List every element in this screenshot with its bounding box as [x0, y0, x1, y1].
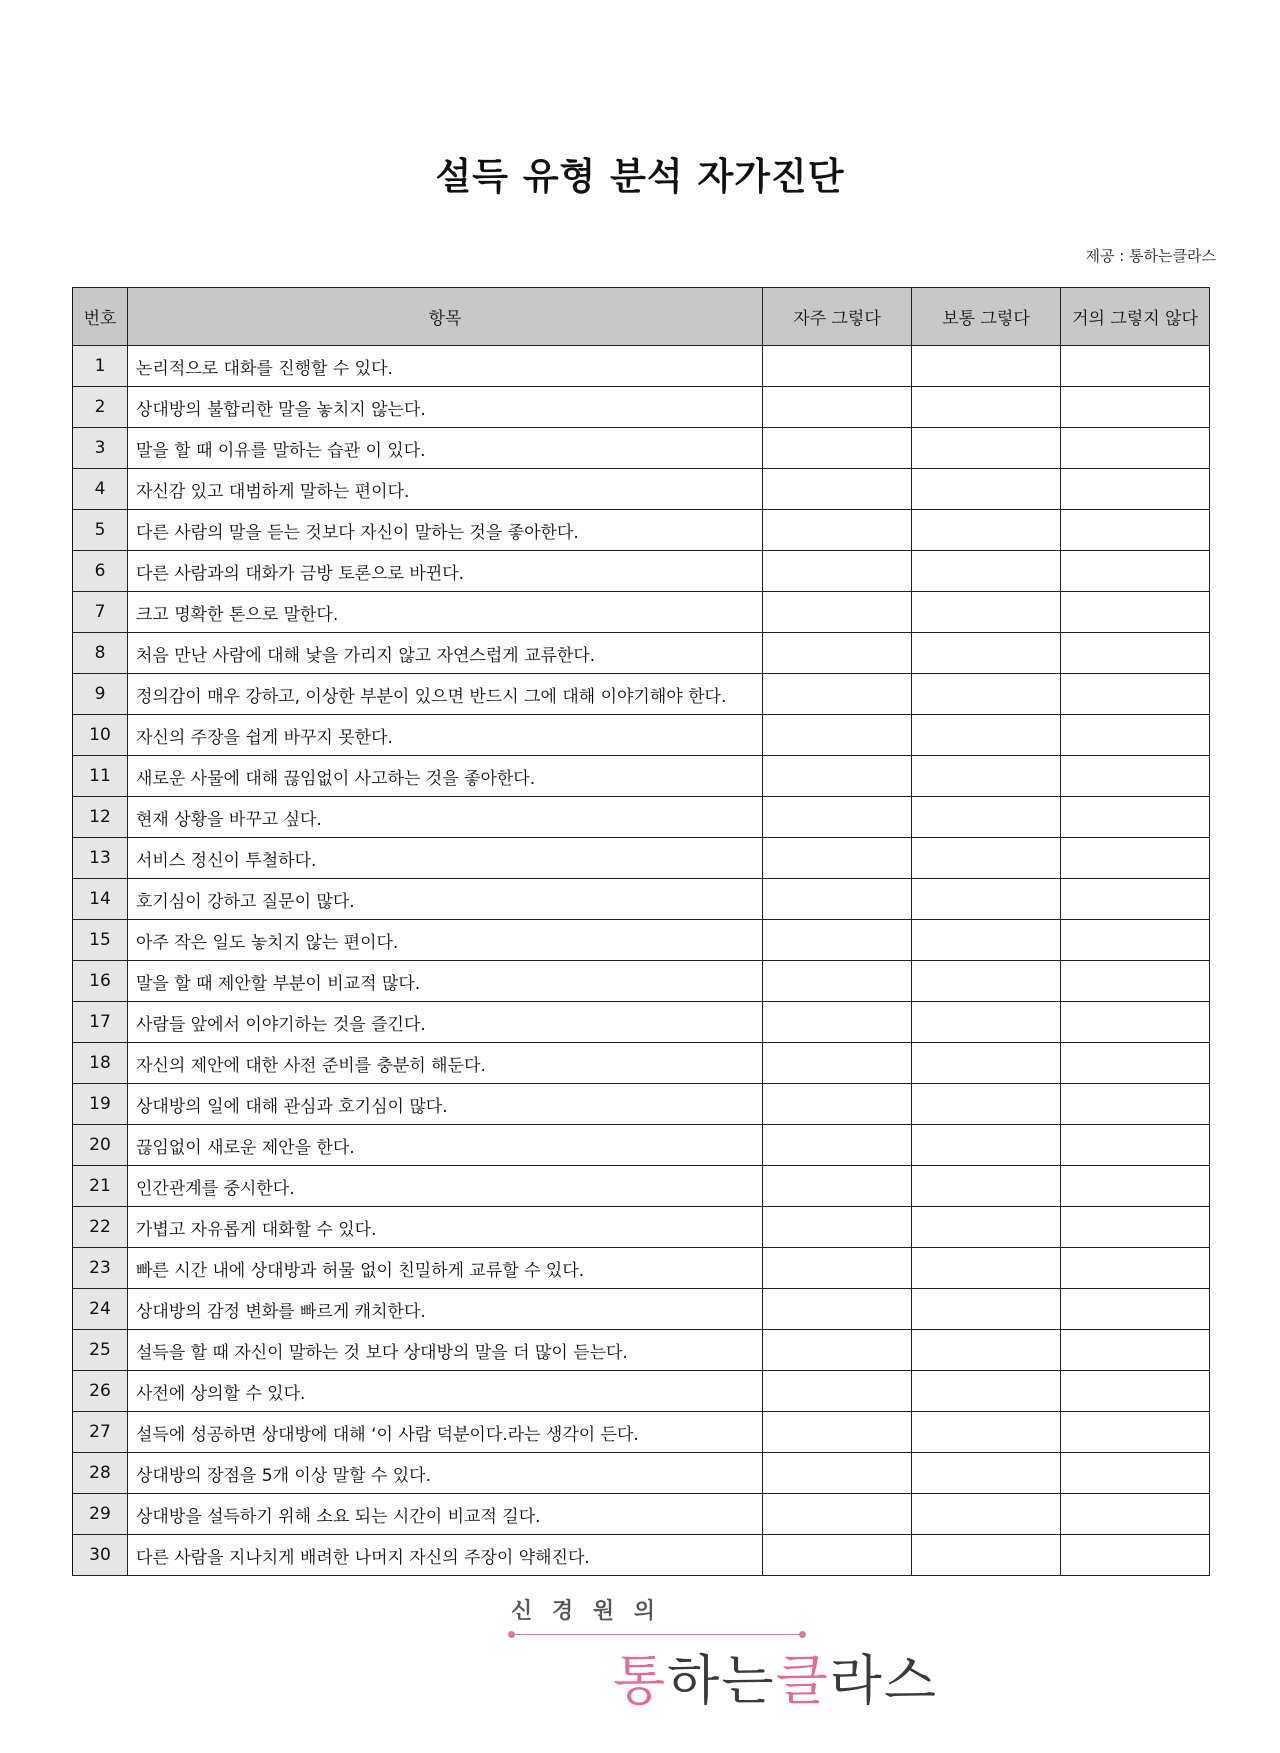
- row-item-text: 빠른 시간 내에 상대방과 허물 없이 친밀하게 교류할 수 있다.: [128, 1248, 763, 1289]
- sometimes-cell[interactable]: [912, 551, 1061, 592]
- often-cell[interactable]: [763, 715, 912, 756]
- row-number: 3: [73, 428, 128, 469]
- often-cell[interactable]: [763, 1453, 912, 1494]
- logo-divider: [511, 1634, 801, 1635]
- row-item-text: 상대방의 장점을 5개 이상 말할 수 있다.: [128, 1453, 763, 1494]
- rarely-cell[interactable]: [1061, 469, 1210, 510]
- row-item-text: 크고 명확한 톤으로 말한다.: [128, 592, 763, 633]
- row-number: 18: [73, 1043, 128, 1084]
- sometimes-cell[interactable]: [912, 633, 1061, 674]
- sometimes-cell[interactable]: [912, 592, 1061, 633]
- table-row: [73, 1371, 1210, 1412]
- often-cell[interactable]: [763, 1002, 912, 1043]
- sometimes-cell[interactable]: [912, 1535, 1061, 1576]
- sometimes-cell[interactable]: [912, 1412, 1061, 1453]
- brand-logo: [508, 1594, 938, 1744]
- table-row: [73, 592, 1210, 633]
- sometimes-cell[interactable]: [912, 1453, 1061, 1494]
- rarely-cell[interactable]: [1061, 1166, 1210, 1207]
- often-cell[interactable]: [763, 633, 912, 674]
- row-item-text: 논리적으로 대화를 진행할 수 있다.: [128, 346, 763, 387]
- row-number: 7: [73, 592, 128, 633]
- table-row: [73, 756, 1210, 797]
- rarely-cell[interactable]: [1061, 1084, 1210, 1125]
- row-item-text: 상대방을 설득하기 위해 소요 되는 시간이 비교적 길다.: [128, 1494, 763, 1535]
- row-number: 2: [73, 387, 128, 428]
- sometimes-cell[interactable]: [912, 1002, 1061, 1043]
- sometimes-cell[interactable]: [912, 1125, 1061, 1166]
- often-cell[interactable]: [763, 920, 912, 961]
- rarely-cell[interactable]: [1061, 1453, 1210, 1494]
- sometimes-cell[interactable]: [912, 797, 1061, 838]
- row-number: 28: [73, 1453, 128, 1494]
- often-cell[interactable]: [763, 387, 912, 428]
- row-number: 12: [73, 797, 128, 838]
- row-number: 5: [73, 510, 128, 551]
- rarely-cell[interactable]: [1061, 879, 1210, 920]
- sometimes-cell[interactable]: [912, 1043, 1061, 1084]
- rarely-cell[interactable]: [1061, 674, 1210, 715]
- often-cell[interactable]: [763, 1084, 912, 1125]
- rarely-cell[interactable]: [1061, 1412, 1210, 1453]
- row-number: 6: [73, 551, 128, 592]
- row-item-text: 서비스 정신이 투철하다.: [128, 838, 763, 879]
- table-row: [73, 1043, 1210, 1084]
- row-number: 29: [73, 1494, 128, 1535]
- rarely-cell[interactable]: [1061, 387, 1210, 428]
- rarely-cell[interactable]: [1061, 1535, 1210, 1576]
- often-cell[interactable]: [763, 510, 912, 551]
- header-item: 항목: [128, 288, 763, 346]
- table-row: [73, 838, 1210, 879]
- table-body: [73, 346, 1210, 1576]
- table-row: [73, 1166, 1210, 1207]
- row-number: 21: [73, 1166, 128, 1207]
- sometimes-cell[interactable]: [912, 1207, 1061, 1248]
- row-number: 14: [73, 879, 128, 920]
- table-row: [73, 346, 1210, 387]
- rarely-cell[interactable]: [1061, 797, 1210, 838]
- row-item-text: 새로운 사물에 대해 끊임없이 사고하는 것을 좋아한다.: [128, 756, 763, 797]
- row-number: 26: [73, 1371, 128, 1412]
- row-item-text: 가볍고 자유롭게 대화할 수 있다.: [128, 1207, 763, 1248]
- rarely-cell[interactable]: [1061, 346, 1210, 387]
- sometimes-cell[interactable]: [912, 838, 1061, 879]
- often-cell[interactable]: [763, 879, 912, 920]
- often-cell[interactable]: [763, 756, 912, 797]
- logo-top-text: 신 경 원 의: [511, 1599, 661, 1624]
- sometimes-cell[interactable]: [912, 1248, 1061, 1289]
- document-title: 설득 유형 분석 자가진단: [435, 155, 845, 198]
- often-cell[interactable]: [763, 1371, 912, 1412]
- row-item-text: 말을 할 때 이유를 말하는 습관 이 있다.: [128, 428, 763, 469]
- table-row: [73, 1207, 1210, 1248]
- logo-dot-left: [508, 1631, 515, 1638]
- table-row: [73, 1125, 1210, 1166]
- often-cell[interactable]: [763, 1207, 912, 1248]
- sometimes-cell[interactable]: [912, 961, 1061, 1002]
- logo-part-4: 라스: [829, 1649, 938, 1712]
- sometimes-cell[interactable]: [912, 674, 1061, 715]
- row-item-text: 다른 사람과의 대화가 금방 토론으로 바뀐다.: [128, 551, 763, 592]
- table-row: [73, 1494, 1210, 1535]
- header-often: 자주 그렇다: [763, 288, 912, 346]
- sometimes-cell[interactable]: [912, 1289, 1061, 1330]
- table-row: [73, 510, 1210, 551]
- often-cell[interactable]: [763, 1248, 912, 1289]
- sometimes-cell[interactable]: [912, 469, 1061, 510]
- sometimes-cell[interactable]: [912, 879, 1061, 920]
- self-diagnosis-table: [72, 287, 1210, 1576]
- often-cell[interactable]: [763, 1166, 912, 1207]
- provider-credit: 제공 : 통하는클라스: [1085, 247, 1216, 265]
- row-item-text: 호기심이 강하고 질문이 많다.: [128, 879, 763, 920]
- row-item-text: 상대방의 감정 변화를 빠르게 캐치한다.: [128, 1289, 763, 1330]
- sometimes-cell[interactable]: [912, 428, 1061, 469]
- row-item-text: 아주 작은 일도 놓치지 않는 편이다.: [128, 920, 763, 961]
- often-cell[interactable]: [763, 1535, 912, 1576]
- often-cell[interactable]: [763, 1494, 912, 1535]
- often-cell[interactable]: [763, 592, 912, 633]
- rarely-cell[interactable]: [1061, 1330, 1210, 1371]
- row-item-text: 다른 사람의 말을 듣는 것보다 자신이 말하는 것을 좋아한다.: [128, 510, 763, 551]
- row-number: 13: [73, 838, 128, 879]
- often-cell[interactable]: [763, 1125, 912, 1166]
- row-item-text: 설득에 성공하면 상대방에 대해 ‘이 사람 덕분이다.라는 생각이 든다.: [128, 1412, 763, 1453]
- rarely-cell[interactable]: [1061, 510, 1210, 551]
- row-item-text: 인간관계를 중시한다.: [128, 1166, 763, 1207]
- table-header-row: [73, 288, 1210, 346]
- row-item-text: 처음 만난 사람에 대해 낯을 가리지 않고 자연스럽게 교류한다.: [128, 633, 763, 674]
- row-number: 8: [73, 633, 128, 674]
- rarely-cell[interactable]: [1061, 1125, 1210, 1166]
- logo-wordmark: [613, 1638, 938, 1715]
- rarely-cell[interactable]: [1061, 1043, 1210, 1084]
- logo-dot-right: [799, 1631, 806, 1638]
- table-row: [73, 715, 1210, 756]
- table-row: [73, 879, 1210, 920]
- row-number: 24: [73, 1289, 128, 1330]
- table-row: [73, 920, 1210, 961]
- row-item-text: 설득을 할 때 자신이 말하는 것 보다 상대방의 말을 더 많이 듣는다.: [128, 1330, 763, 1371]
- table-row: [73, 961, 1210, 1002]
- often-cell[interactable]: [763, 1330, 912, 1371]
- header-sometimes: 보통 그렇다: [912, 288, 1061, 346]
- table-row: [73, 1084, 1210, 1125]
- rarely-cell[interactable]: [1061, 1371, 1210, 1412]
- rarely-cell[interactable]: [1061, 1494, 1210, 1535]
- rarely-cell[interactable]: [1061, 592, 1210, 633]
- often-cell[interactable]: [763, 1289, 912, 1330]
- sometimes-cell[interactable]: [912, 756, 1061, 797]
- table-row: [73, 1002, 1210, 1043]
- often-cell[interactable]: [763, 838, 912, 879]
- sometimes-cell[interactable]: [912, 346, 1061, 387]
- logo-part-1: 통: [613, 1649, 668, 1712]
- table-row: [73, 551, 1210, 592]
- logo-part-2: 하는: [667, 1649, 776, 1712]
- row-item-text: 말을 할 때 제안할 부분이 비교적 많다.: [128, 961, 763, 1002]
- row-number: 27: [73, 1412, 128, 1453]
- table-row: [73, 1248, 1210, 1289]
- row-item-text: 자신감 있고 대범하게 말하는 편이다.: [128, 469, 763, 510]
- often-cell[interactable]: [763, 797, 912, 838]
- row-number: 19: [73, 1084, 128, 1125]
- rarely-cell[interactable]: [1061, 756, 1210, 797]
- often-cell[interactable]: [763, 961, 912, 1002]
- row-number: 4: [73, 469, 128, 510]
- rarely-cell[interactable]: [1061, 961, 1210, 1002]
- often-cell[interactable]: [763, 346, 912, 387]
- rarely-cell[interactable]: [1061, 1289, 1210, 1330]
- often-cell[interactable]: [763, 674, 912, 715]
- often-cell[interactable]: [763, 428, 912, 469]
- rarely-cell[interactable]: [1061, 838, 1210, 879]
- rarely-cell[interactable]: [1061, 715, 1210, 756]
- row-number: 16: [73, 961, 128, 1002]
- table-row: [73, 1535, 1210, 1576]
- row-item-text: 자신의 제안에 대한 사전 준비를 충분히 해둔다.: [128, 1043, 763, 1084]
- table-row: [73, 674, 1210, 715]
- table-row: [73, 1453, 1210, 1494]
- sometimes-cell[interactable]: [912, 510, 1061, 551]
- logo-part-3: 클: [775, 1649, 830, 1712]
- row-number: 25: [73, 1330, 128, 1371]
- row-number: 23: [73, 1248, 128, 1289]
- often-cell[interactable]: [763, 1043, 912, 1084]
- often-cell[interactable]: [763, 469, 912, 510]
- sometimes-cell[interactable]: [912, 1494, 1061, 1535]
- row-number: 20: [73, 1125, 128, 1166]
- table-row: [73, 1412, 1210, 1453]
- row-number: 1: [73, 346, 128, 387]
- rarely-cell[interactable]: [1061, 920, 1210, 961]
- rarely-cell[interactable]: [1061, 428, 1210, 469]
- often-cell[interactable]: [763, 551, 912, 592]
- row-number: 10: [73, 715, 128, 756]
- table-row: [73, 469, 1210, 510]
- table-row: [73, 428, 1210, 469]
- table-row: [73, 387, 1210, 428]
- sometimes-cell[interactable]: [912, 1330, 1061, 1371]
- sometimes-cell[interactable]: [912, 715, 1061, 756]
- header-rarely: 거의 그렇지 않다: [1061, 288, 1210, 346]
- row-item-text: 사전에 상의할 수 있다.: [128, 1371, 763, 1412]
- rarely-cell[interactable]: [1061, 1002, 1210, 1043]
- row-number: 15: [73, 920, 128, 961]
- sometimes-cell[interactable]: [912, 1166, 1061, 1207]
- row-number: 30: [73, 1535, 128, 1576]
- sometimes-cell[interactable]: [912, 1084, 1061, 1125]
- row-item-text: 정의감이 매우 강하고, 이상한 부분이 있으면 반드시 그에 대해 이야기해야 한다.: [128, 674, 763, 715]
- header-number: 번호: [73, 288, 128, 346]
- row-number: 11: [73, 756, 128, 797]
- row-item-text: 상대방의 불합리한 말을 놓치지 않는다.: [128, 387, 763, 428]
- table-row: [73, 797, 1210, 838]
- rarely-cell[interactable]: [1061, 1207, 1210, 1248]
- row-item-text: 상대방의 일에 대해 관심과 호기심이 많다.: [128, 1084, 763, 1125]
- row-item-text: 사람들 앞에서 이야기하는 것을 즐긴다.: [128, 1002, 763, 1043]
- row-number: 22: [73, 1207, 128, 1248]
- sometimes-cell[interactable]: [912, 387, 1061, 428]
- row-item-text: 다른 사람을 지나치게 배려한 나머지 자신의 주장이 약해진다.: [128, 1535, 763, 1576]
- row-item-text: 자신의 주장을 쉽게 바꾸지 못한다.: [128, 715, 763, 756]
- row-item-text: 끊임없이 새로운 제안을 한다.: [128, 1125, 763, 1166]
- table-row: [73, 1330, 1210, 1371]
- sometimes-cell[interactable]: [912, 1371, 1061, 1412]
- table-row: [73, 1289, 1210, 1330]
- row-number: 17: [73, 1002, 128, 1043]
- sometimes-cell[interactable]: [912, 920, 1061, 961]
- rarely-cell[interactable]: [1061, 1248, 1210, 1289]
- row-number: 9: [73, 674, 128, 715]
- table-row: [73, 633, 1210, 674]
- rarely-cell[interactable]: [1061, 633, 1210, 674]
- rarely-cell[interactable]: [1061, 551, 1210, 592]
- often-cell[interactable]: [763, 1412, 912, 1453]
- row-item-text: 현재 상황을 바꾸고 싶다.: [128, 797, 763, 838]
